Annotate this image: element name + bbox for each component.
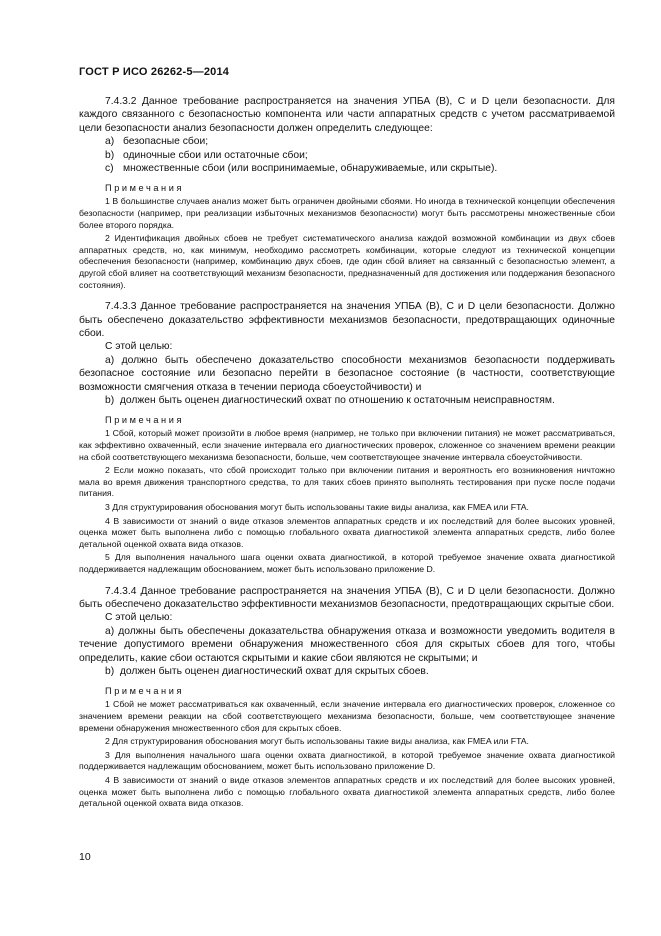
page-number: 10 — [79, 851, 91, 863]
notes-heading: Примечания — [105, 183, 185, 194]
note: 2 Для структурирования обоснования могут быть использованы такие виды анализа, как FMEA или FTA. — [105, 736, 529, 747]
note: 1 В большинстве случаев анализ может быть ограничен двойными сбоями. Но иногда в технической концепции обеспечения безопасности (например, при реализации избыточных механизмов безопасности) могут быть рассмотрены множественные сбои более второго порядка. — [79, 196, 615, 230]
list-item: b) одиночные сбои или остаточные сбои; — [105, 149, 308, 161]
note: 4 В зависимости от знаний о виде отказов элементов аппаратных средств и их последствий для более высоких уровней, оценка может быть выполнена либо с помощью глобального охвата диагностикой элемента аппаратных средств, либо более детальной оценкой охвата вида отказов. — [79, 774, 615, 809]
note: 1 Сбой не может рассматриваться как охваченный, если значение интервала его диагностических проверок, сложенное со значением времени реакции на сбой соответствующего механизма безопасности, больше, чем соответствующее значение времени обнаружения множественного сбоя для скрытых сбоев. — [79, 699, 615, 733]
note: 5 Для выполнения начального шага оценки охвата диагностикой, в которой требуемое значение охвата диагностикой поддерживается надлежащим обоснованием, может быть использовано приложение D. — [79, 552, 615, 574]
note: 4 В зависимости от знаний о виде отказов элементов аппаратных средств и их последствий для более высоких уровней, оценка может быть выполнена либо с помощью глобального охвата диагностикой элемента аппаратных средств, либо более детальной оценкой охвата вида отказов. — [79, 515, 615, 549]
page-header-title: ГОСТ Р ИСО 26262-5—2014 — [79, 66, 230, 78]
note: 2 Идентификация двойных сбоев не требует систематического анализа каждой возможной комбинации из двух сбоев аппаратных средств, но, как минимум, необходимо рассмотреть комбинации, которые следуют из технической концепции обеспечения безопасности (например, комбинацию двух сбоев, где один сбой влияет на связанный с безопасностью элемент, а другой сбой влияет на соответствующий механизм безопасности, предназначенный для достижения или поддержания безопасного состояния). — [79, 233, 615, 290]
document-body — [79, 95, 615, 812]
clause-7-4-3-3: 7.4.3.3 Данное требование распространяется на значения УПБА (В), С и D цели безопасности. Должно быть обеспечено доказательство эффективности механизмов безопасности, предотвращающих одиночные сбои. — [79, 301, 615, 339]
list-item: а) должны быть обеспечены доказательства обнаружения отказа и возможности уведомить водителя в течение допустимого времени обнаружения множественного сбоя для скрытых сбоев для того, чтобы определить, какие сбои остаются скрытыми и какие сбои являются не скрытыми; и — [79, 625, 615, 664]
note: 2 Если можно показать, что сбой происходит только при включении питания и вероятность его возникновения ничтожно мала во время движения транспортного средства, то для таких сбоев принято выполнять тестирования при пуске после подачи питания. — [79, 465, 615, 499]
clause-lead: С этой целью: — [105, 612, 173, 624]
list-item: а) безопасные сбои; — [105, 136, 209, 148]
clause-lead: С этой целью: — [105, 341, 173, 353]
clause-7-4-3-4: 7.4.3.4 Данное требование распространяется на значения УПБА (В), С и D цели безопасности. Должно быть обеспечено доказательство эффективности механизмов безопасности, предотвращающих скрытые сбои. — [79, 585, 615, 610]
note: 3 Для структурирования обоснования могут быть использованы такие виды анализа, как FMEA или FTA. — [105, 502, 529, 512]
notes-heading: Примечания — [105, 415, 185, 426]
list-item: с) множественные сбои (или воспринимаемые, обнаруживаемые, или скрытые). — [105, 163, 498, 175]
clause-7-4-3-2: 7.4.3.2 Данное требование распространяется на значения УПБА (В), С и D цели безопасности. Для каждого связанного с безопасностью компонента или части аппаратных средств с учетом рассматриваемой цели безопасности анализ безопасности должен определить следующее: — [79, 96, 615, 134]
list-item: а) должно быть обеспечено доказательство способности механизмов безопасности поддерживать безопасное состояние или безопасно перейти в безопасное состояние (в частности, соответствующие возможности смягчения отказа в течении периода сбоеустойчивости) и — [79, 354, 615, 393]
note: 1 Сбой, который может произойти в любое время (например, не только при включении питания) не может рассматриваться, как эффективно охваченный, если значение интервала его диагностических проверок, сложенное со значением времени реакции на сбой соответствующего механизма безопасности, больше, чем соответствующее значение интервала сбоеустойчивости. — [79, 428, 615, 462]
list-item: b) должен быть оценен диагностический охват для скрытых сбоев. — [105, 666, 429, 677]
list-item: b) должен быть оценен диагностический охват по отношению к остаточным неисправностям. — [105, 395, 555, 407]
notes-heading: Примечания — [105, 686, 185, 697]
note: 3 Для выполнения начального шага оценки охвата диагностикой, в которой требуемое значение охвата диагностикой поддерживается надлежащим обоснованием, может быть использовано приложение D. — [79, 749, 615, 772]
